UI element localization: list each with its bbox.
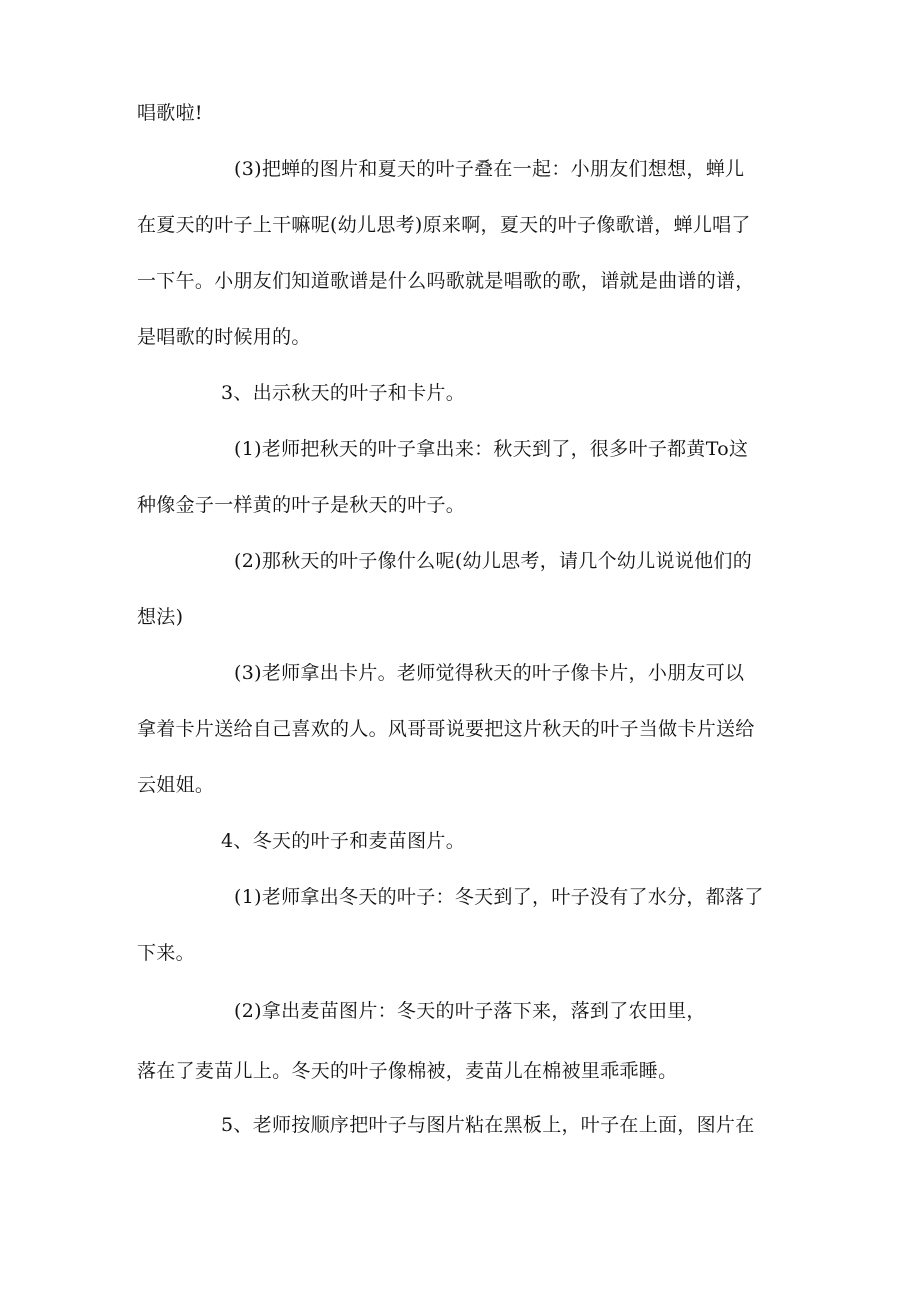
paragraph (137, 645, 787, 813)
paragraph (137, 869, 787, 981)
text-line: (1)老师拿出冬天的叶子：冬天到了，叶子没有了水分，都落了 (234, 886, 764, 908)
text-line: (2)拿出麦苗图片：冬天的叶子落下来，落到了农田里， (234, 1000, 706, 1022)
text-line: (1)老师把秋天的叶子拿出来：秋天到了，很多叶子都黄To这 (234, 438, 749, 460)
text-line: 一下午。小朋友们知道歌谱是什么吗歌就是唱歌的歌，谱就是曲谱的谱， (137, 270, 755, 292)
text-line: 在夏天的叶子上干嘛呢(幼儿思考)原来啊，夏天的叶子像歌谱，蝉儿唱了 (137, 214, 751, 236)
paragraph (137, 141, 787, 365)
paragraph (137, 365, 787, 421)
text-line: 种像金子一样黄的叶子是秋天的叶子。 (137, 494, 466, 516)
text-line: (2)那秋天的叶子像什么呢(幼儿思考，请几个幼儿说说他们的 (234, 550, 753, 572)
text-line: 3、出示秋天的叶子和卡片。 (221, 382, 465, 404)
text-line: 5、老师按顺序把叶子与图片粘在黑板上，叶子在上面，图片在 (221, 1114, 755, 1136)
text-line: 落在了麦苗儿上。冬天的叶子像棉被，麦苗儿在棉被里乖乖睡。 (137, 1060, 678, 1082)
paragraph (137, 1043, 787, 1099)
paragraph (137, 533, 787, 645)
text-line: 想法) (137, 606, 184, 628)
text-line: (3)把蝉的图片和夏天的叶子叠在一起：小朋友们想想，蝉儿 (234, 158, 745, 180)
paragraph (137, 421, 787, 533)
text-line: 拿着卡片送给自己喜欢的人。风哥哥说要把这片秋天的叶子当做卡片送给 (137, 718, 755, 740)
text-line: 4、冬天的叶子和麦苗图片。 (221, 830, 465, 852)
text-line: 是唱歌的时候用的。 (137, 326, 311, 348)
paragraph (137, 1097, 787, 1153)
text-line: (3)老师拿出卡片。老师觉得秋天的叶子像卡片，小朋友可以 (234, 662, 745, 684)
paragraph (137, 983, 787, 1039)
text-line: 唱歌啦! (137, 102, 203, 124)
paragraph (137, 85, 787, 141)
text-line: 下来。 (137, 942, 195, 964)
paragraph (137, 813, 787, 869)
text-line: 云姐姐。 (137, 774, 215, 796)
